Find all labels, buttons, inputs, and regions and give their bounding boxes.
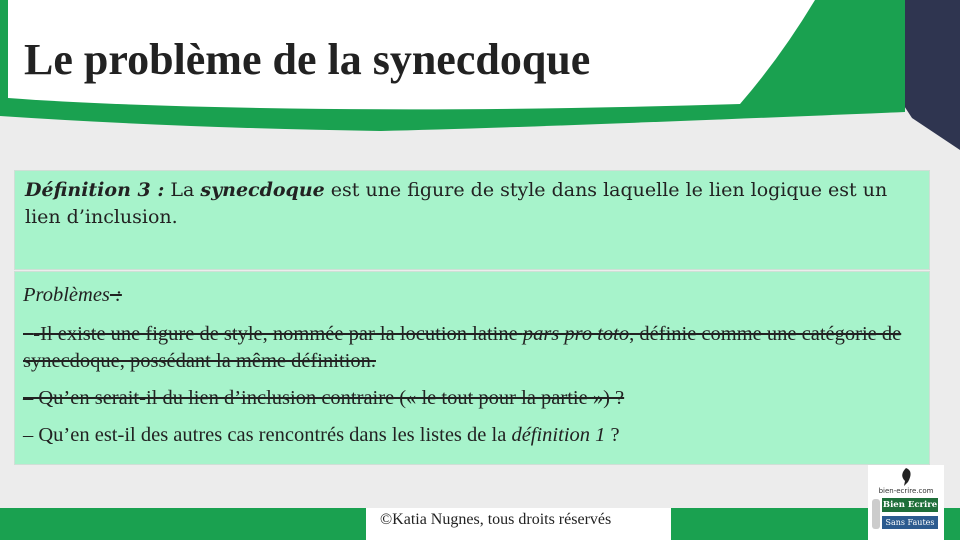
problems-box — [14, 271, 930, 465]
definition-box — [14, 170, 930, 270]
logo-tagline: Sans Fautes — [882, 516, 938, 529]
problem-item-2: – Qu’en serait-il du lien d’inclusion contraire (« le tout pour la partie ») ? — [23, 387, 625, 409]
pars-pro-toto-term: pars pro toto — [522, 323, 630, 345]
problem-item-3 — [23, 422, 919, 449]
bien-ecrire-logo — [868, 465, 944, 540]
feather-icon — [896, 467, 916, 487]
logo-name: Bien Ecrire — [882, 500, 938, 510]
problems-label: Problèmes — [23, 284, 110, 306]
definition-1-reference: définition 1 — [511, 424, 606, 446]
definition-text-after: est une figure de style dans laquelle le lien logique est un lien d’inclusion. — [25, 179, 888, 228]
definition-label: Définition 3 : — [25, 179, 165, 201]
copyright-footer: ©Katia Nugnes, tous droits réservés — [380, 511, 612, 528]
slide-title: Le problème de la synecdoque — [24, 35, 591, 84]
problems-label-suffix: : — [109, 284, 122, 306]
problems-heading — [23, 282, 919, 309]
synecdoque-term: synecdoque — [200, 179, 325, 201]
definition-text-before: La — [164, 179, 201, 201]
problem-item-3-prefix: – Qu’en est-il des autres cas rencontrés dans les listes de la — [23, 424, 512, 446]
problem-item-1-suffix: , définie comme une catégorie de synecdoque, possédant la même définition. — [23, 323, 902, 372]
problem-item-1-prefix: -Il existe une figure de style, nommée par la locution latine — [23, 323, 523, 345]
problem-item-3-suffix: ? — [605, 424, 620, 446]
problem-item-1 — [23, 321, 919, 375]
definition-paragraph — [25, 177, 919, 231]
logo-domain: bien-ecrire.com — [878, 487, 934, 495]
mascot-icon — [872, 499, 880, 529]
